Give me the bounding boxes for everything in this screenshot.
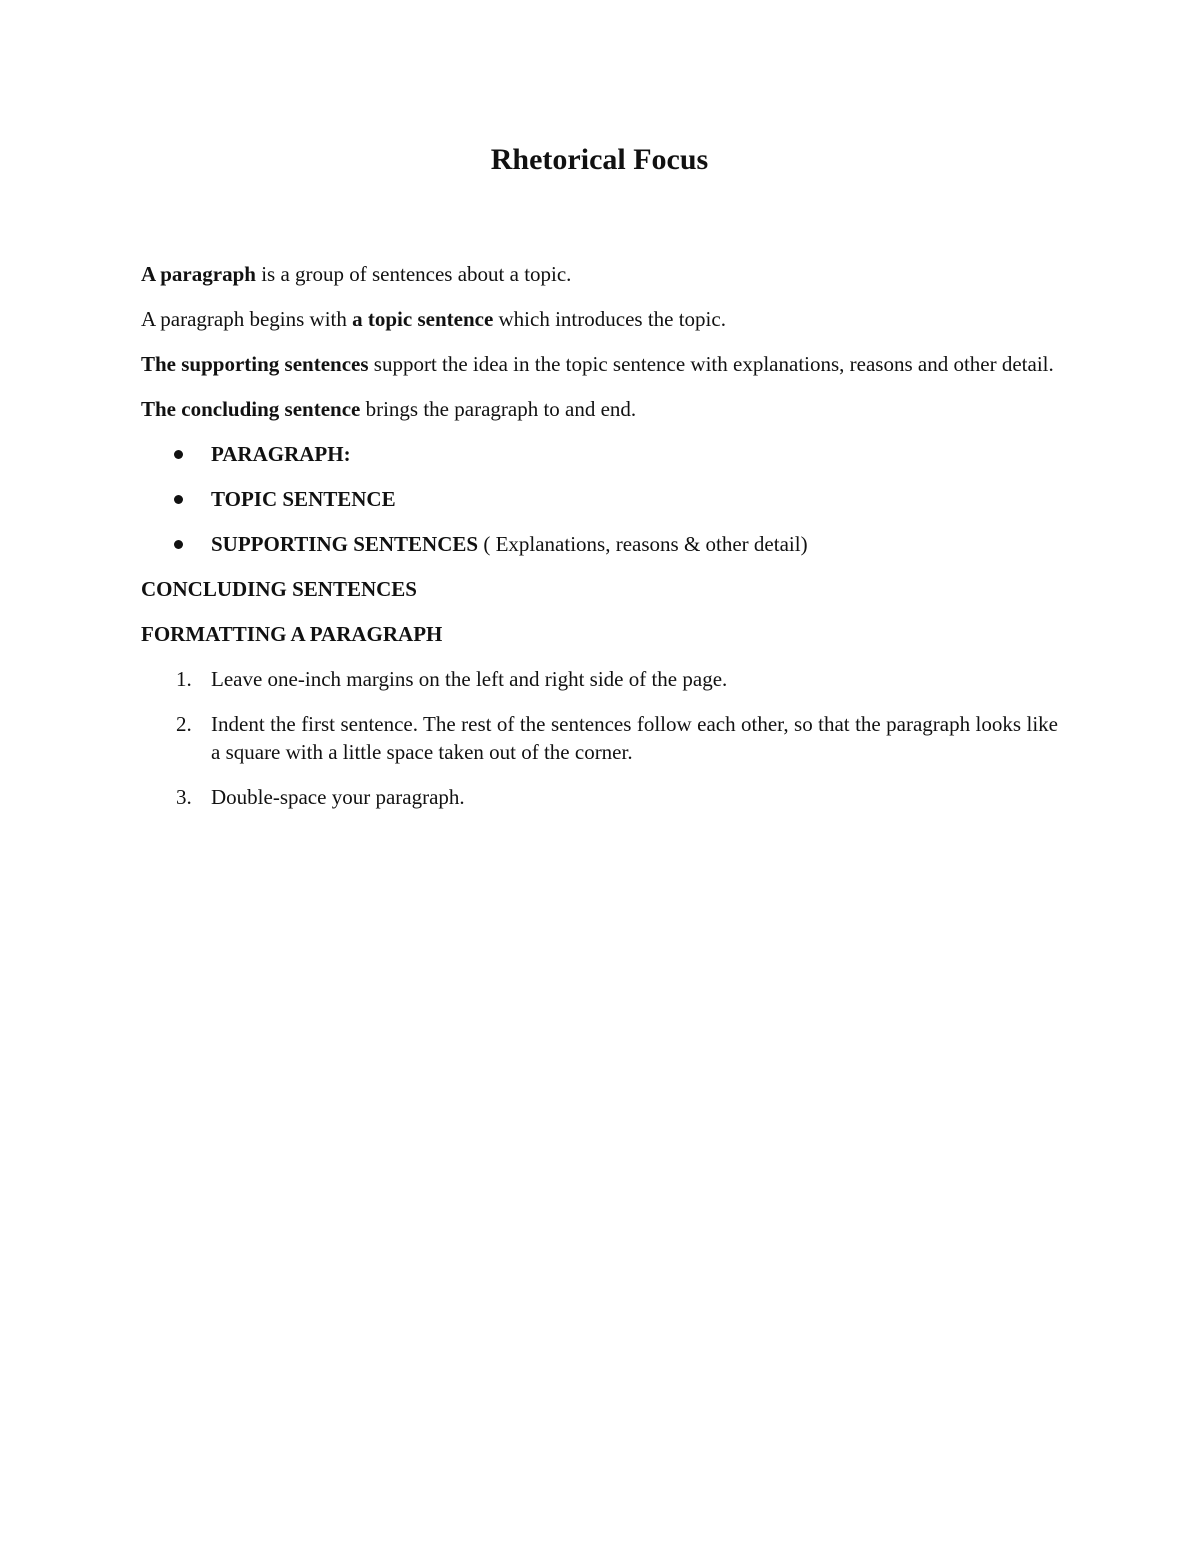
list-item-text: Double-space your paragraph. <box>211 785 465 809</box>
concluding-heading: CONCLUDING SENTENCES <box>141 577 417 601</box>
list-number: 3. <box>176 785 192 809</box>
paragraph-text: support the idea in the topic sentence with explanations, reasons and other detail. <box>368 352 1054 376</box>
paragraph-text: is a group of sentences about a topic. <box>255 262 572 286</box>
bold-term: A paragraph <box>141 262 256 286</box>
numbered-list <box>141 665 1058 811</box>
paragraph-text: which introduces the topic. <box>493 307 726 331</box>
list-item <box>141 710 1058 766</box>
list-item-text: Leave one-inch margins on the left and right side of the page. <box>211 667 728 691</box>
list-item <box>141 485 1058 513</box>
paragraph-concluding-sentence <box>141 395 1058 423</box>
list-item <box>141 530 1058 558</box>
paragraph-definition <box>141 260 1058 288</box>
paragraph-topic-sentence <box>141 305 1058 333</box>
bullet-icon <box>174 450 183 459</box>
list-item <box>141 440 1058 468</box>
bold-term: a topic sentence <box>352 307 494 331</box>
list-item <box>141 665 1058 693</box>
bullet-bold-text: SUPPORTING SENTENCES <box>211 532 479 556</box>
bold-term: The concluding sentence <box>141 397 361 421</box>
bullet-bold-text: TOPIC SENTENCE <box>211 487 396 511</box>
document-body <box>141 138 1058 828</box>
paragraph-supporting-sentences <box>141 350 1058 378</box>
paragraph-text: A paragraph begins with <box>141 307 353 331</box>
bullet-list <box>141 440 1058 558</box>
bullet-bold-text: PARAGRAPH: <box>211 442 351 466</box>
bold-term: The supporting sentences <box>141 352 369 376</box>
paragraph-text: brings the paragraph to and end. <box>360 397 637 421</box>
bullet-text: ( Explanations, reasons & other detail) <box>478 532 808 556</box>
formatting-heading: FORMATTING A PARAGRAPH <box>141 622 443 646</box>
page-title: Rhetorical Focus <box>490 143 709 176</box>
list-item <box>141 783 1058 811</box>
bullet-icon <box>174 495 183 504</box>
list-number: 1. <box>176 667 192 691</box>
list-item-text: Indent the first sentence. The rest of the sentences follow each other, so that the paragraph looks like a square with a little space taken out of the corner. <box>211 712 1058 764</box>
bullet-icon <box>174 540 183 549</box>
list-number: 2. <box>176 712 192 736</box>
